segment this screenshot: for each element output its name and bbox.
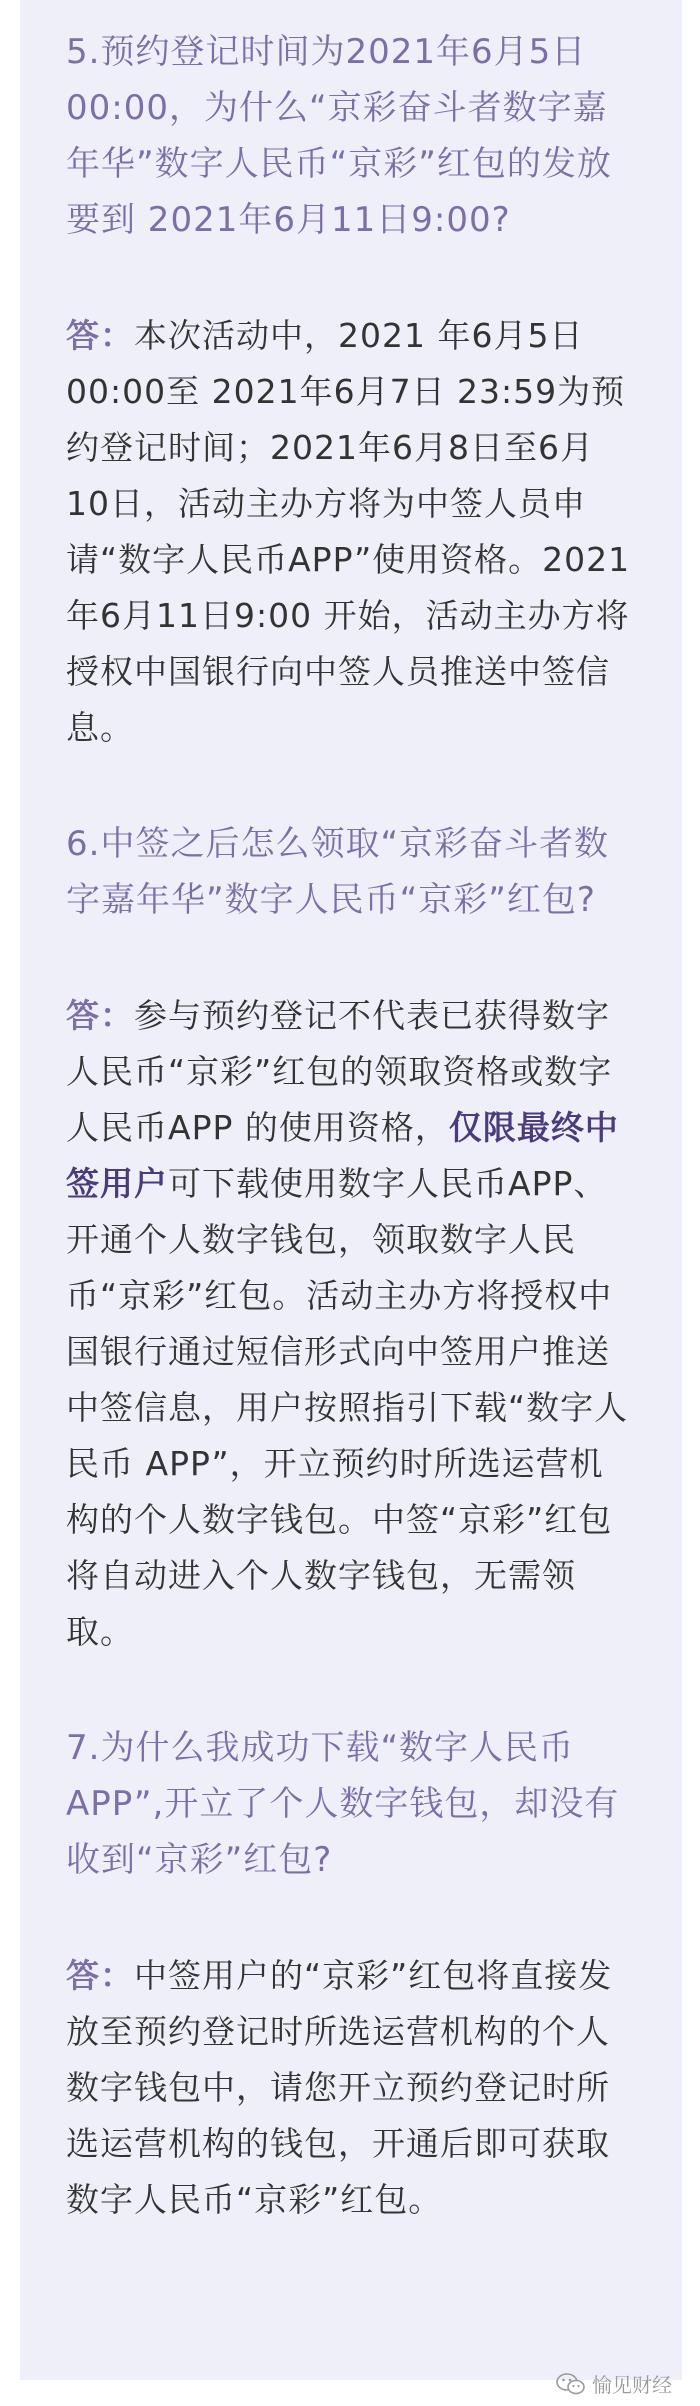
answer-label: 答： — [66, 1956, 134, 1995]
watermark — [556, 2369, 672, 2398]
article-card — [20, 0, 682, 2380]
answer-6-highlight: 仅限最终中签用户 — [66, 1108, 619, 1203]
answer-label: 答： — [66, 996, 134, 1035]
answer-5-text: 本次活动中，2021 年6月5日00:00至 2021年6月7日 23:59为预约登记时间；2021年6月8日至6月10日，活动主办方将为中签人员申请“数字人民币APP”使用资格。2021年6月11日9:00 开始，活动主办方将授权中国银行向中签人员推送中签信息。 — [66, 316, 631, 747]
question-6: 6.中签之后怎么领取“京彩奋斗者数字嘉年华”数字人民币“京彩”红包? — [66, 824, 610, 920]
question-7: 7.为什么我成功下载“数字人民币APP”,开立了个人数字钱包，却没有收到“京彩”红包? — [66, 1728, 620, 1880]
answer-6 — [66, 988, 636, 1660]
answer-6-text-part1: 参与预约登记不代表已获得数字人民币“京彩”红包的领取资格或数字人民币APP 的使用资格， — [66, 996, 613, 1147]
watermark-text: 愉见财经 — [592, 2373, 672, 2397]
wechat-icon — [556, 2373, 586, 2395]
answer-7-text: 中签用户的“京彩”红包将直接发放至预约登记时所选运营机构的个人数字钱包中，请您开立预约登记时所选运营机构的钱包，开通后即可获取数字人民币“京彩”红包。 — [66, 1956, 613, 2219]
answer-6-text-part2: 可下载使用数字人民币APP、开通个人数字钱包，领取数字人民币“京彩”红包。活动主办方将授权中国银行通过短信形式向中签用户推送中签信息，用户按照指引下载“数字人民币 APP”，开立预约时所选运营机构的个人数字钱包。中签“京彩”红包将自动进入个人数字钱包，无需领取。 — [66, 1164, 629, 1651]
answer-7 — [66, 1948, 636, 2228]
answer-label: 答： — [66, 316, 134, 355]
question-5: 5.预约登记时间为2021年6月5日00:00，为什么“京彩奋斗者数字嘉年华”数字人民币“京彩”红包的发放要到 2021年6月11日9:00? — [66, 32, 612, 240]
answer-5 — [66, 308, 636, 756]
